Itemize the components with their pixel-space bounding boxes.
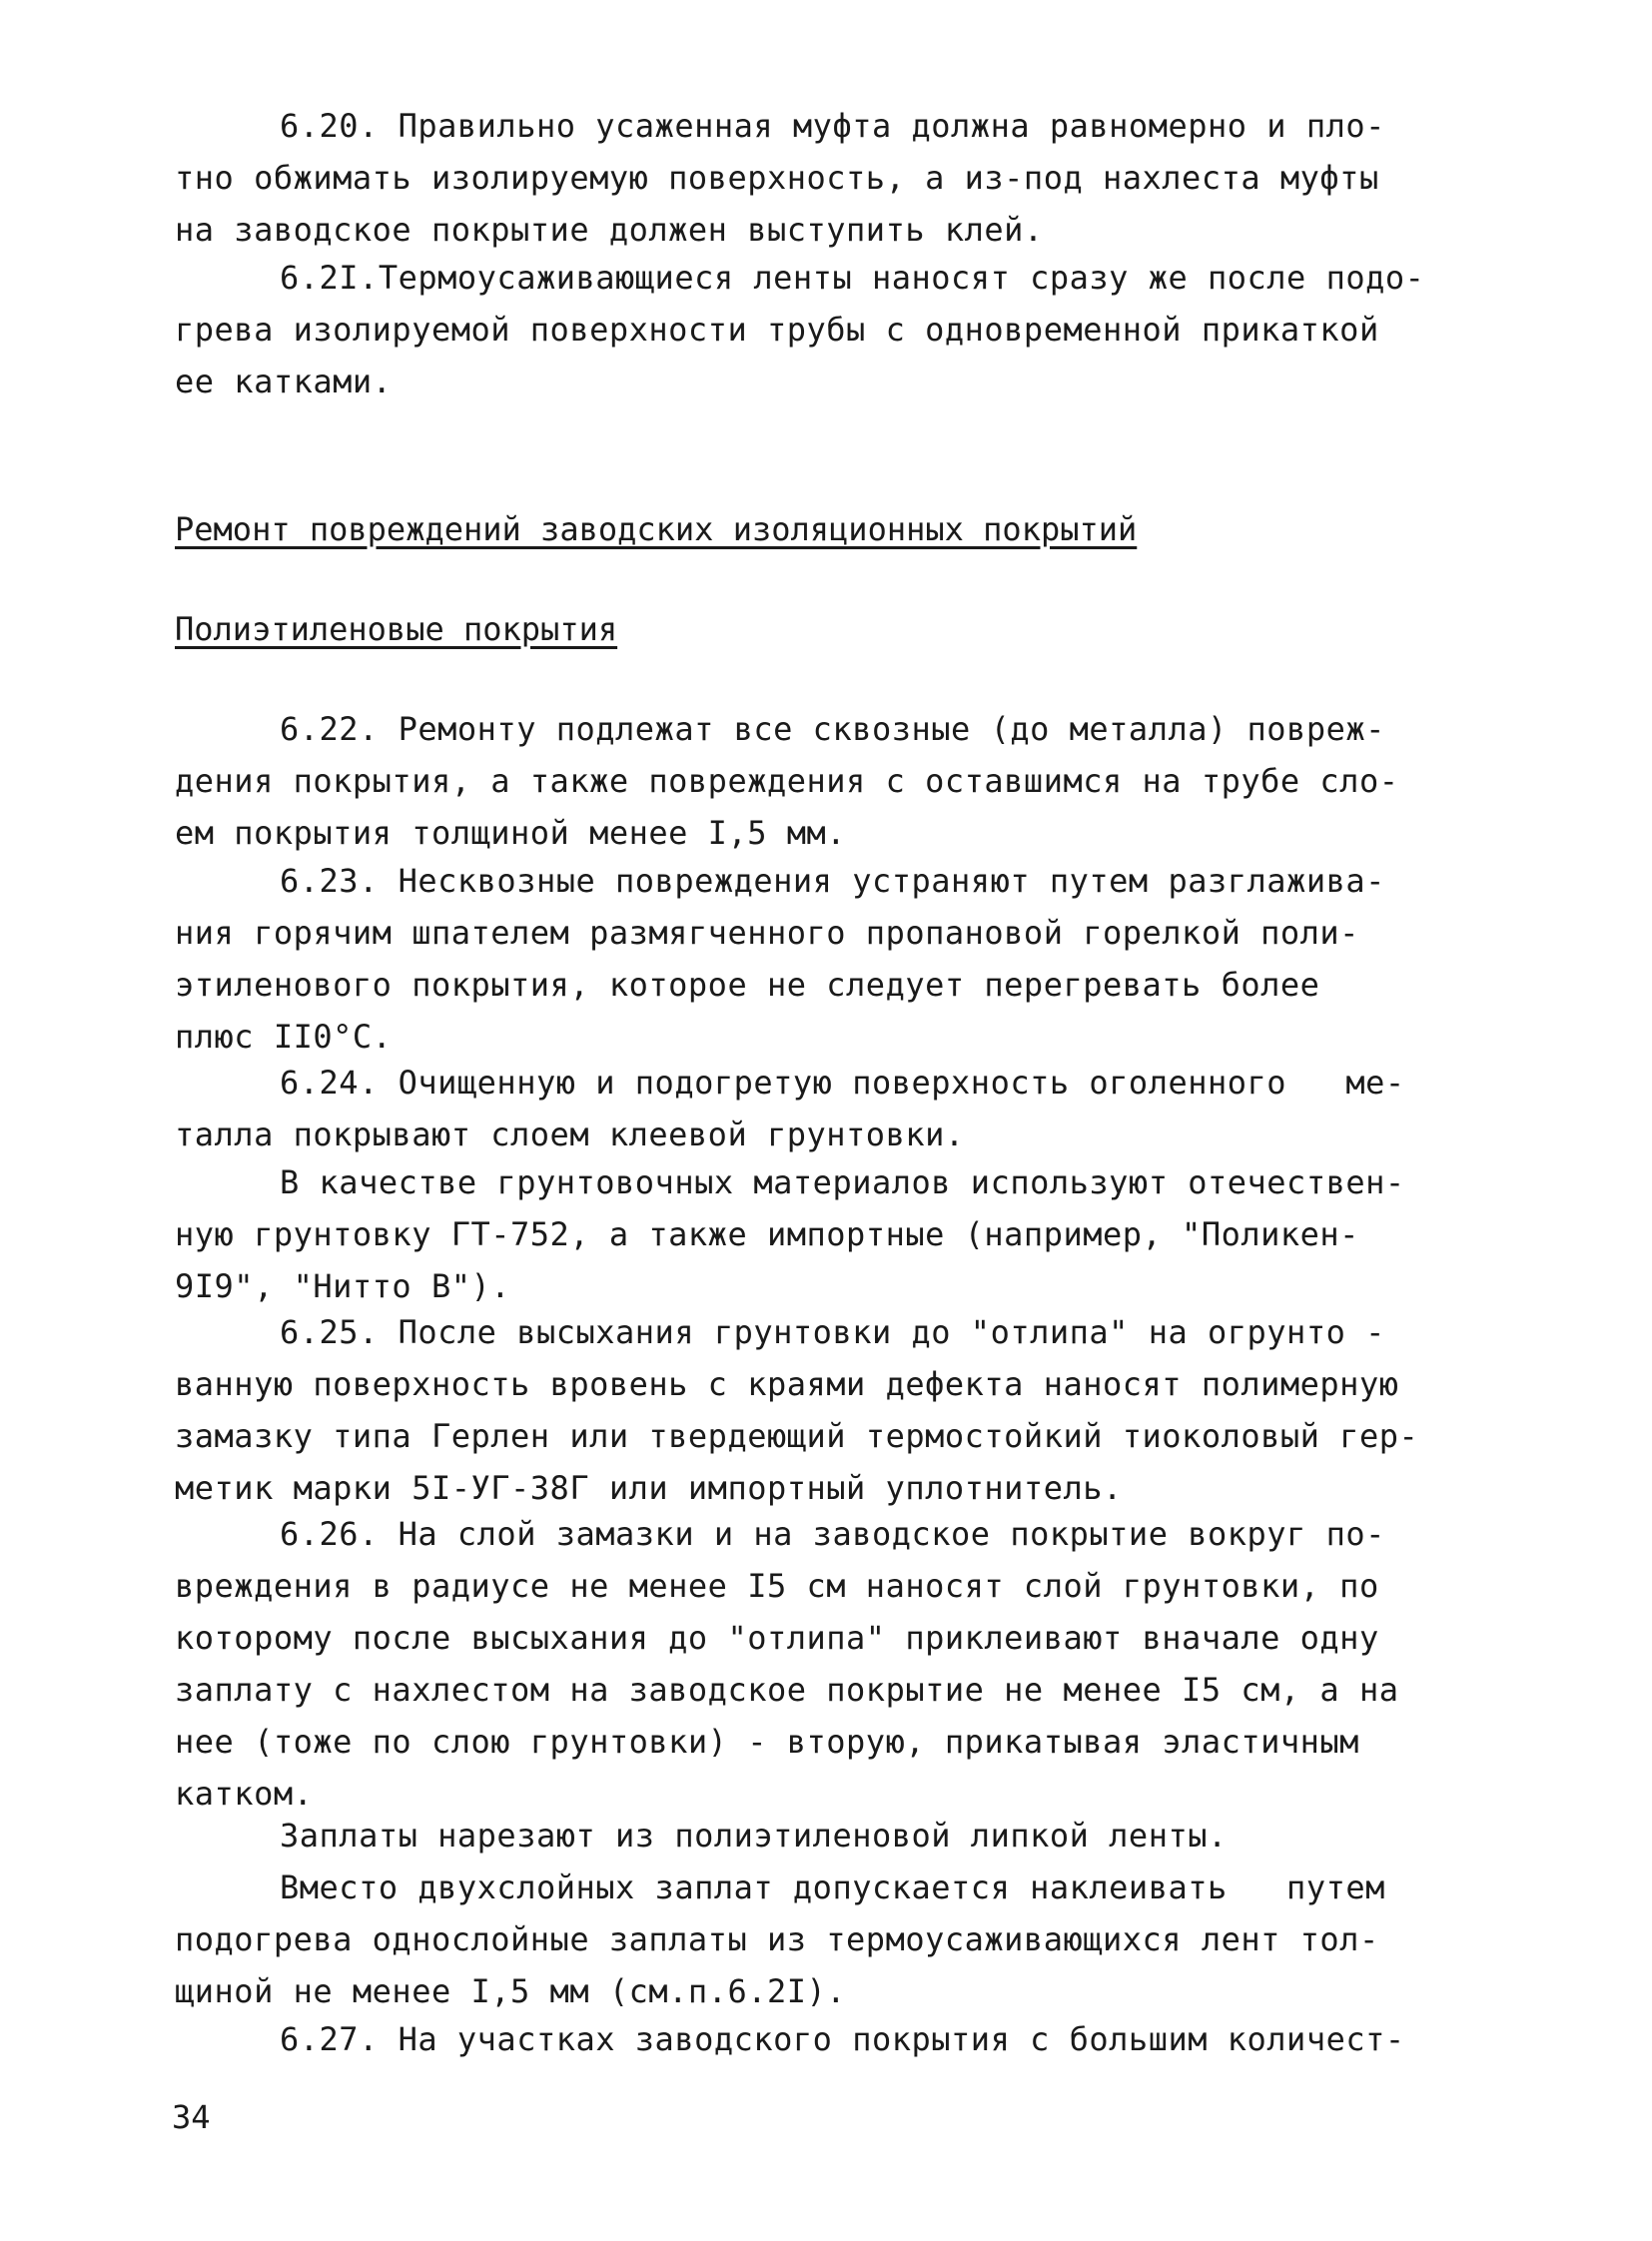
paragraph-6-23 [175, 855, 1493, 1063]
paragraph-6-20 [175, 100, 1493, 256]
text-line: метик марки 5I-УГ-38Г или импортный уплотнитель. [175, 1469, 1123, 1507]
text-line: В качестве грунтовочных материалов используют отечествен- [280, 1163, 1405, 1201]
text-line: ее катками. [175, 363, 393, 400]
paragraph-primers [175, 1156, 1493, 1312]
text-line: 6.27. На участках заводского покрытия с большим количест- [280, 2020, 1405, 2058]
text-line: Заплаты нарезают из полиэтиленовой липкой ленты. [280, 1817, 1228, 1855]
paragraph-6-25 [175, 1306, 1493, 1514]
text-line: 9I9", "Нитто В"). [175, 1267, 511, 1305]
text-line: ния горячим шпателем размягченного пропановой горелкой поли- [175, 914, 1359, 952]
text-line: ную грунтовку ГТ-752, а также импортные (например, "Поликен- [175, 1215, 1359, 1253]
text-line: заплату с нахлестом на заводское покрытие не менее I5 см, а на [175, 1671, 1399, 1709]
page-number: 34 [172, 2098, 211, 2136]
paragraph-patches [175, 1810, 1493, 1862]
text-line: ем покрытия толщиной менее I,5 мм. [175, 814, 847, 852]
text-line: которому после высыхания до "отлипа" приклеивают вначале одну [175, 1619, 1379, 1657]
text-line: 6.2I.Термоусаживающиеся ленты наносят сразу же после подо- [280, 259, 1425, 297]
paragraph-single-layer [175, 1862, 1493, 2017]
text-line: Вместо двухслойных заплат допускается наклеивать путем [280, 1868, 1385, 1906]
subsection-heading: Полиэтиленовые покрытия [175, 610, 618, 648]
text-line: 6.20. Правильно усаженная муфта должна равномерно и пло- [280, 107, 1385, 145]
text-line: 6.23. Несквозные повреждения устраняют путем разглажива- [280, 862, 1385, 900]
text-line: на заводское покрытие должен выступить клей. [175, 211, 1044, 249]
text-line: 6.24. Очищенную и подогретую поверхность оголенного ме- [280, 1064, 1405, 1102]
text-line: ванную поверхность вровень с краями дефекта наносят полимерную [175, 1365, 1399, 1403]
text-line: плюс II0°С. [175, 1018, 393, 1056]
paragraph-6-24 [175, 1057, 1493, 1160]
paragraph-6-27 [175, 2013, 1493, 2065]
text-line: вреждения в радиусе не менее I5 см наносят слой грунтовки, по [175, 1567, 1379, 1605]
text-line: 6.25. После высыхания грунтовки до "отлипа" на огрунто - [280, 1313, 1385, 1351]
text-line: щиной не менее I,5 мм (см.п.6.2I). [175, 1972, 847, 2010]
text-line: подогрева однослойные заплаты из термоусаживающихся лент тол- [175, 1920, 1379, 1958]
paragraph-6-22 [175, 703, 1493, 859]
text-line: замазку типа Герлен или твердеющий термостойкий тиоколовый гер- [175, 1417, 1419, 1455]
text-line: дения покрытия, а также повреждения с оставшимся на трубе сло- [175, 762, 1399, 800]
text-line: 6.26. На слой замазки и на заводское покрытие вокруг по- [280, 1515, 1385, 1553]
paragraph-6-21 [175, 252, 1493, 407]
text-line: грева изолируемой поверхности трубы с одновременной прикаткой [175, 311, 1379, 349]
text-line: тно обжимать изолируемую поверхность, а из-под нахлеста муфты [175, 159, 1379, 197]
text-line: талла покрывают слоем клеевой грунтовки. [175, 1116, 965, 1153]
text-line: катком. [175, 1775, 314, 1813]
text-line: этиленового покрытия, которое не следует перегревать более [175, 966, 1320, 1004]
text-line: нее (тоже по слою грунтовки) - вторую, прикатывая эластичным [175, 1723, 1359, 1761]
paragraph-6-26 [175, 1508, 1493, 1820]
text-line: 6.22. Ремонту подлежат все сквозные (до металла) повреж- [280, 710, 1385, 748]
section-heading: Ремонт повреждений заводских изоляционных покрытий [175, 510, 1138, 548]
